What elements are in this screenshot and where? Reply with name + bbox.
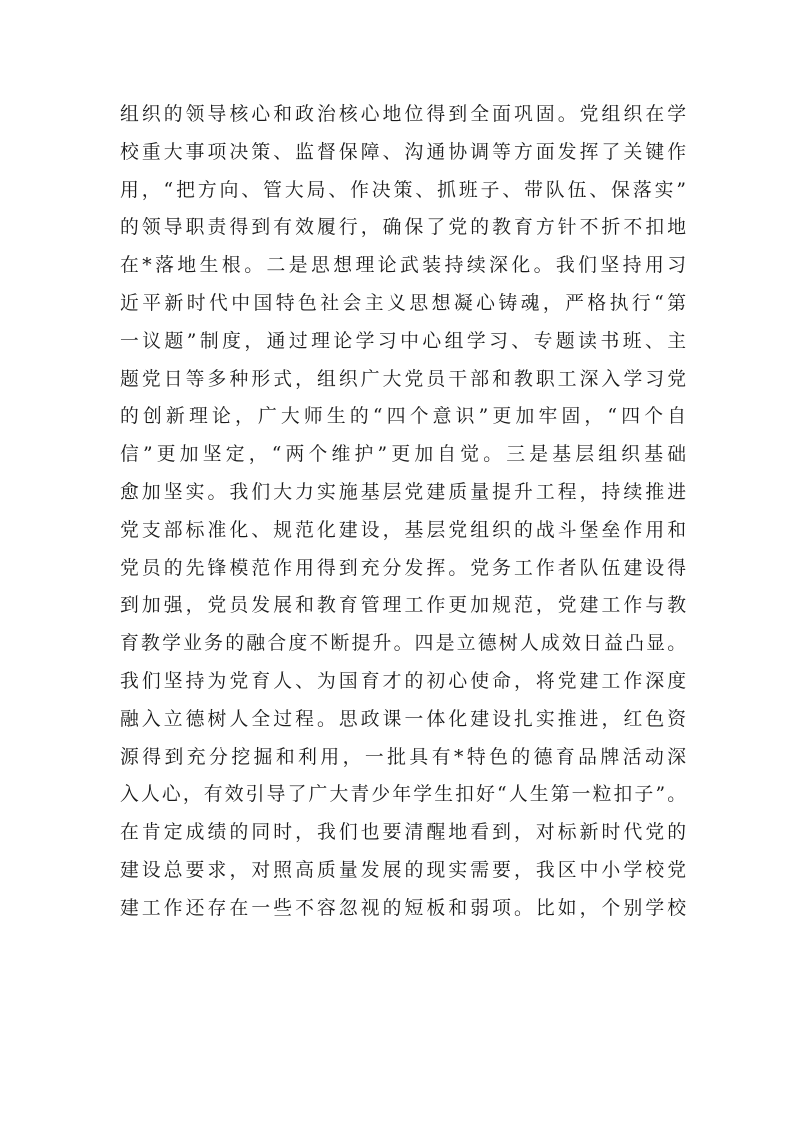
text-line: 到加强，党员发展和教育管理工作更加规范，党建工作与教 <box>120 595 686 617</box>
text-line: 的创新理论，广大师生的“四个意识”更加牢固，“四个自 <box>120 406 686 428</box>
text-line: 校重大事项决策、监督保障、沟通协调等方面发挥了关键作 <box>120 141 686 163</box>
text-line: 题党日等多种形式，组织广大党员干部和教职工深入学习党 <box>120 368 686 390</box>
text-line: 党员的先锋模范作用得到充分发挥。党务工作者队伍建设得 <box>120 557 686 579</box>
text-line: 近平新时代中国特色社会主义思想凝心铸魂，严格执行“第 <box>120 292 686 314</box>
text-line: 源得到充分挖掘和利用，一批具有*特色的德育品牌活动深 <box>120 746 686 768</box>
text-line: 建工作还存在一些不容忽视的短板和弱项。比如，个别学校 <box>120 897 686 919</box>
text-line: 育教学业务的融合度不断提升。四是立德树人成效日益凸显。 <box>120 633 686 655</box>
text-line: 融入立德树人全过程。思政课一体化建设扎实推进，红色资 <box>120 708 686 730</box>
text-line: 一议题”制度，通过理论学习中心组学习、专题读书班、主 <box>120 330 686 352</box>
body-text <box>120 96 686 928</box>
text-line: 组织的领导核心和政治核心地位得到全面巩固。党组织在学 <box>120 104 686 125</box>
text-line: 在*落地生根。二是思想理论武装持续深化。我们坚持用习 <box>120 255 686 277</box>
text-line: 建设总要求，对照高质量发展的现实需要，我区中小学校党 <box>120 859 686 881</box>
text-line: 信”更加坚定，“两个维护”更加自觉。三是基层组织基础 <box>120 444 686 466</box>
text-line: 的领导职责得到有效履行，确保了党的教育方针不折不扣地 <box>120 217 686 239</box>
text-line: 我们坚持为党育人、为国育才的初心使命，将党建工作深度 <box>120 670 686 692</box>
text-line: 在肯定成绩的同时，我们也要清醒地看到，对标新时代党的 <box>120 822 686 844</box>
text-line: 入人心，有效引导了广大青少年学生扣好“人生第一粒扣子”。 <box>120 784 686 806</box>
text-line: 愈加坚实。我们大力实施基层党建质量提升工程，持续推进 <box>120 481 686 503</box>
text-line: 党支部标准化、规范化建设，基层党组织的战斗堡垒作用和 <box>120 519 686 541</box>
text-line: 用，“把方向、管大局、作决策、抓班子、带队伍、保落实” <box>120 179 686 201</box>
